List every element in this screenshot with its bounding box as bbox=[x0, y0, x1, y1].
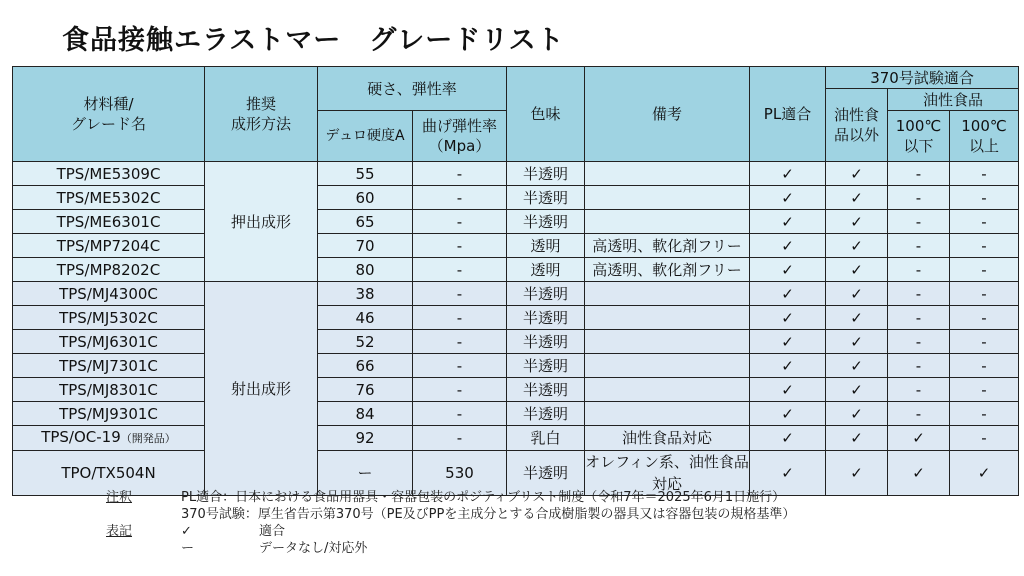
color-cell: 半透明 bbox=[507, 186, 585, 210]
above-100-cell: - bbox=[950, 402, 1019, 426]
header-method bbox=[205, 67, 318, 162]
durometer-cell: 55 bbox=[318, 162, 413, 186]
grade-cell bbox=[13, 426, 205, 451]
grade-name: TPS/MJ6301C bbox=[59, 332, 158, 351]
table-header bbox=[13, 67, 1019, 162]
durometer-cell: 92 bbox=[318, 426, 413, 451]
durometer-cell: 52 bbox=[318, 330, 413, 354]
note-370: 370号試験：厚生省告示第370号（PE及びPPを主成分とする合成樹脂製の器具又は容器包装の規格基準） bbox=[181, 507, 796, 522]
flex-cell: - bbox=[413, 186, 507, 210]
below-100-cell: ✓ bbox=[888, 451, 950, 496]
below-100-cell: - bbox=[888, 402, 950, 426]
header-oil: 油性食品 bbox=[888, 89, 1019, 111]
below-100-cell: - bbox=[888, 234, 950, 258]
grade-cell bbox=[13, 330, 205, 354]
grade-name: TPS/MJ9301C bbox=[59, 404, 158, 423]
color-cell: 半透明 bbox=[507, 330, 585, 354]
above-100-cell: - bbox=[950, 186, 1019, 210]
color-cell: 半透明 bbox=[507, 162, 585, 186]
header-hardness-group: 硬さ、弾性率 bbox=[318, 67, 507, 111]
below-100-cell: - bbox=[888, 306, 950, 330]
above-100-cell: - bbox=[950, 258, 1019, 282]
table-body bbox=[13, 162, 1019, 496]
header-material bbox=[13, 67, 205, 162]
grade-name: TPS/ME5309C bbox=[56, 164, 161, 183]
pl-cell: ✓ bbox=[750, 426, 826, 451]
header-below-line2: 以下 bbox=[903, 137, 934, 155]
grade-cell bbox=[13, 186, 205, 210]
grade-name: TPS/ME6301C bbox=[56, 212, 161, 231]
below-100-cell: - bbox=[888, 186, 950, 210]
non-oil-cell: ✓ bbox=[826, 330, 888, 354]
below-100-cell: - bbox=[888, 282, 950, 306]
above-100-cell: - bbox=[950, 162, 1019, 186]
grade-name: TPS/MP8202C bbox=[56, 260, 161, 279]
remarks-cell: 高透明、軟化剤フリー bbox=[585, 234, 750, 258]
method-extrusion: 押出成形 bbox=[205, 162, 318, 282]
pl-cell: ✓ bbox=[750, 210, 826, 234]
table-row bbox=[13, 234, 1019, 258]
above-100-cell: - bbox=[950, 282, 1019, 306]
remarks-cell bbox=[585, 330, 750, 354]
header-below-line1: 100℃ bbox=[895, 117, 942, 135]
flex-cell: - bbox=[413, 306, 507, 330]
non-oil-cell: ✓ bbox=[826, 162, 888, 186]
grade-name: TPO/TX504N bbox=[61, 464, 156, 482]
color-cell: 乳白 bbox=[507, 426, 585, 451]
pl-cell: ✓ bbox=[750, 282, 826, 306]
note-label: 注釈 bbox=[106, 490, 133, 505]
table-row bbox=[13, 402, 1019, 426]
legend-check-icon: ✓ bbox=[181, 524, 192, 539]
durometer-cell: 76 bbox=[318, 378, 413, 402]
table-row bbox=[13, 378, 1019, 402]
flex-cell: - bbox=[413, 330, 507, 354]
table-row bbox=[13, 282, 1019, 306]
table-row bbox=[13, 162, 1019, 186]
header-flex bbox=[413, 111, 507, 162]
pl-cell: ✓ bbox=[750, 186, 826, 210]
above-100-cell: - bbox=[950, 426, 1019, 451]
grade-name: TPS/MJ4300C bbox=[59, 284, 158, 303]
pl-cell: ✓ bbox=[750, 354, 826, 378]
below-100-cell: - bbox=[888, 378, 950, 402]
remarks-cell bbox=[585, 210, 750, 234]
durometer-cell: 84 bbox=[318, 402, 413, 426]
table-row bbox=[13, 426, 1019, 451]
grade-name: TPS/MP7204C bbox=[56, 236, 161, 255]
grade-name: TPS/MJ8301C bbox=[59, 380, 158, 399]
pl-cell: ✓ bbox=[750, 258, 826, 282]
below-100-cell: - bbox=[888, 162, 950, 186]
pl-cell: ✓ bbox=[750, 234, 826, 258]
below-100-cell: ✓ bbox=[888, 426, 950, 451]
above-100-cell: - bbox=[950, 330, 1019, 354]
pl-cell: ✓ bbox=[750, 162, 826, 186]
color-cell: 透明 bbox=[507, 258, 585, 282]
table-row bbox=[13, 210, 1019, 234]
above-100-cell: - bbox=[950, 378, 1019, 402]
legend-dash-icon: ー bbox=[181, 541, 195, 556]
remarks-cell bbox=[585, 378, 750, 402]
remarks-cell: オレフィン系、油性食品対応 bbox=[585, 451, 750, 496]
header-material-line1: 材料種/ bbox=[83, 95, 134, 113]
grade-name: TPS/ME5302C bbox=[56, 188, 161, 207]
durometer-cell: 70 bbox=[318, 234, 413, 258]
grade-table bbox=[12, 66, 1019, 496]
header-non-oil-line1: 油性食 bbox=[833, 106, 879, 124]
non-oil-cell: ✓ bbox=[826, 378, 888, 402]
durometer-cell: 65 bbox=[318, 210, 413, 234]
grade-name: TPS/OC-19 bbox=[41, 428, 121, 446]
durometer-cell: 80 bbox=[318, 258, 413, 282]
pl-cell: ✓ bbox=[750, 451, 826, 496]
grade-name: TPS/MJ7301C bbox=[59, 356, 158, 375]
legend-dash-text: データなし/対応外 bbox=[259, 541, 368, 556]
header-above-line1: 100℃ bbox=[961, 117, 1007, 135]
below-100-cell: - bbox=[888, 330, 950, 354]
above-100-cell: - bbox=[950, 210, 1019, 234]
non-oil-cell: ✓ bbox=[826, 426, 888, 451]
color-cell: 半透明 bbox=[507, 451, 585, 496]
table-row bbox=[13, 354, 1019, 378]
header-method-line2: 成形方法 bbox=[230, 115, 291, 133]
header-method-line1: 推奨 bbox=[245, 95, 276, 113]
remarks-cell bbox=[585, 354, 750, 378]
grade-cell bbox=[13, 258, 205, 282]
pl-cell: ✓ bbox=[750, 378, 826, 402]
header-test370: 370号試験適合 bbox=[826, 67, 1019, 89]
header-above-100 bbox=[950, 111, 1019, 162]
grade-cell bbox=[13, 282, 205, 306]
below-100-cell: - bbox=[888, 210, 950, 234]
durometer-cell: 66 bbox=[318, 354, 413, 378]
flex-cell: - bbox=[413, 426, 507, 451]
non-oil-cell: ✓ bbox=[826, 258, 888, 282]
remarks-cell bbox=[585, 306, 750, 330]
color-cell: 透明 bbox=[507, 234, 585, 258]
above-100-cell: - bbox=[950, 354, 1019, 378]
legend-check-text: 適合 bbox=[259, 524, 286, 539]
pl-cell: ✓ bbox=[750, 402, 826, 426]
non-oil-cell: ✓ bbox=[826, 210, 888, 234]
remarks-cell bbox=[585, 186, 750, 210]
pl-cell: ✓ bbox=[750, 306, 826, 330]
durometer-cell: 38 bbox=[318, 282, 413, 306]
note-pl: PL適合：日本における食品用器具・容器包装のポジティブリスト制度（令和7年＝2025年6月1日施行） bbox=[181, 490, 786, 505]
below-100-cell: - bbox=[888, 258, 950, 282]
header-flex-line1: 曲げ弾性率 bbox=[421, 117, 497, 135]
grade-cell bbox=[13, 162, 205, 186]
durometer-cell: 60 bbox=[318, 186, 413, 210]
above-100-cell: - bbox=[950, 306, 1019, 330]
flex-cell: 530 bbox=[413, 451, 507, 496]
remarks-cell: 油性食品対応 bbox=[585, 426, 750, 451]
below-100-cell: - bbox=[888, 354, 950, 378]
non-oil-cell: ✓ bbox=[826, 282, 888, 306]
flex-cell: - bbox=[413, 378, 507, 402]
durometer-cell: ー bbox=[318, 451, 413, 496]
non-oil-cell: ✓ bbox=[826, 402, 888, 426]
table-row bbox=[13, 186, 1019, 210]
durometer-cell: 46 bbox=[318, 306, 413, 330]
table-row bbox=[13, 306, 1019, 330]
flex-cell: - bbox=[413, 162, 507, 186]
header-below-100 bbox=[888, 111, 950, 162]
non-oil-cell: ✓ bbox=[826, 234, 888, 258]
header-color: 色味 bbox=[507, 67, 585, 162]
table-row bbox=[13, 258, 1019, 282]
header-pl: PL適合 bbox=[750, 67, 826, 162]
remarks-cell bbox=[585, 402, 750, 426]
remarks-cell: 高透明、軟化剤フリー bbox=[585, 258, 750, 282]
color-cell: 半透明 bbox=[507, 210, 585, 234]
header-material-line2: グレード名 bbox=[70, 115, 146, 133]
flex-cell: - bbox=[413, 354, 507, 378]
header-remarks: 備考 bbox=[585, 67, 750, 162]
non-oil-cell: ✓ bbox=[826, 306, 888, 330]
color-cell: 半透明 bbox=[507, 378, 585, 402]
header-non-oil-line2: 品以外 bbox=[833, 126, 879, 144]
header-non-oil bbox=[826, 89, 888, 162]
color-cell: 半透明 bbox=[507, 402, 585, 426]
non-oil-cell: ✓ bbox=[826, 186, 888, 210]
pl-cell: ✓ bbox=[750, 330, 826, 354]
flex-cell: - bbox=[413, 282, 507, 306]
header-above-line2: 以上 bbox=[969, 137, 1000, 155]
page-title: 食品接触エラストマー グレードリスト bbox=[62, 25, 565, 56]
flex-cell: - bbox=[413, 234, 507, 258]
header-durometer: デュロ硬度A bbox=[318, 111, 413, 162]
grade-cell bbox=[13, 210, 205, 234]
legend-label: 表記 bbox=[106, 524, 133, 539]
remarks-cell bbox=[585, 162, 750, 186]
grade-name: TPS/MJ5302C bbox=[59, 308, 158, 327]
table-row bbox=[13, 330, 1019, 354]
remarks-cell bbox=[585, 282, 750, 306]
grade-cell bbox=[13, 306, 205, 330]
non-oil-cell: ✓ bbox=[826, 354, 888, 378]
above-100-cell: ✓ bbox=[950, 451, 1019, 496]
color-cell: 半透明 bbox=[507, 354, 585, 378]
flex-cell: - bbox=[413, 258, 507, 282]
grade-cell bbox=[13, 354, 205, 378]
color-cell: 半透明 bbox=[507, 306, 585, 330]
grade-cell bbox=[13, 378, 205, 402]
grade-cell bbox=[13, 234, 205, 258]
above-100-cell: - bbox=[950, 234, 1019, 258]
method-injection: 射出成形 bbox=[205, 282, 318, 496]
flex-cell: - bbox=[413, 210, 507, 234]
flex-cell: - bbox=[413, 402, 507, 426]
header-flex-line2: （Mpa） bbox=[428, 137, 491, 155]
grade-cell bbox=[13, 402, 205, 426]
non-oil-cell: ✓ bbox=[826, 451, 888, 496]
color-cell: 半透明 bbox=[507, 282, 585, 306]
development-badge: （開発品） bbox=[120, 432, 176, 445]
